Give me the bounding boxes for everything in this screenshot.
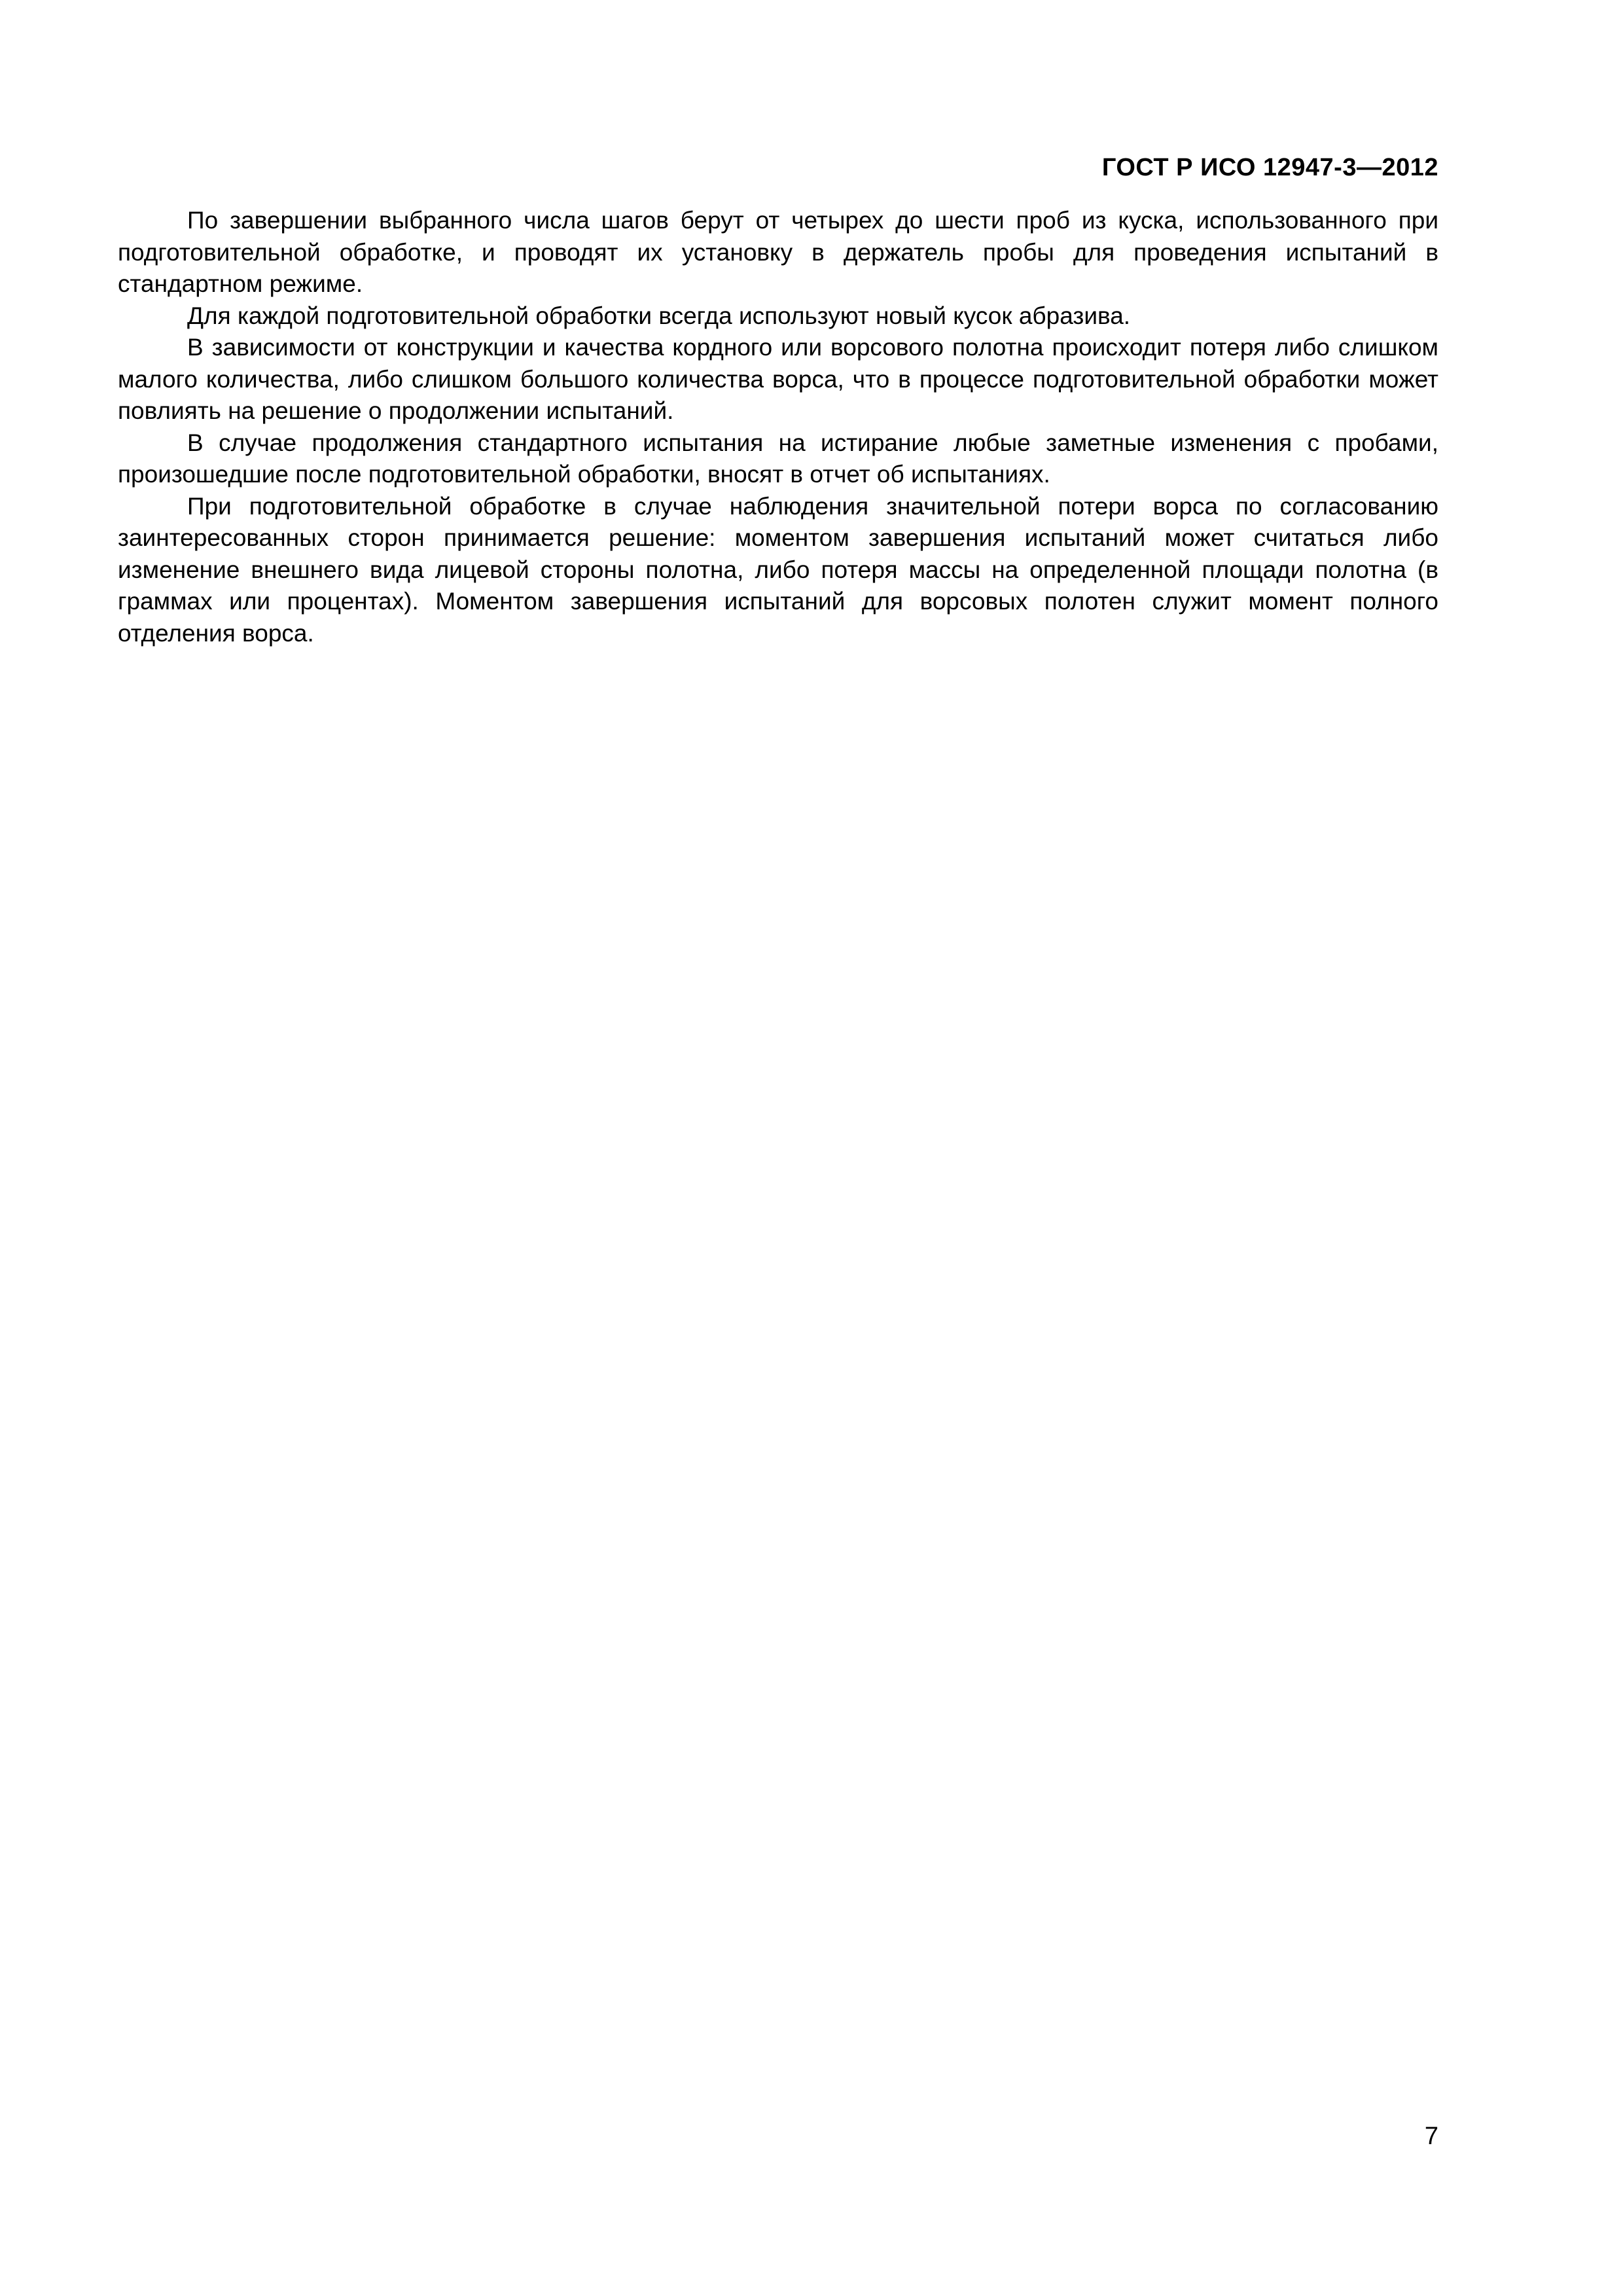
paragraph-pile-loss: В зависимости от конструкции и качества кордного или ворсового полотна происходит потеря либо слишком малого количества, либо слишком большого количества ворса, что в процессе подготовительной обработки может повлиять на решение о продолжении испытаний. [118, 334, 1438, 424]
paragraph-new-abrasive: Для каждой подготовительной обработки всегда используют новый кусок абразива. [187, 302, 1131, 329]
document-body [118, 205, 1438, 649]
page-number: 7 [1424, 2123, 1438, 2150]
paragraph-test-report-changes: В случае продолжения стандартного испытания на истирание любые заметные изменения с пробами, произошедшие после подготовительной обработки, вносят в отчет об испытаниях. [118, 429, 1438, 488]
paragraph-sample-selection: По завершении выбранного числа шагов берут от четырех до шести проб из куска, использованного при подготовительной обработке, и проводят их установку в держатель пробы для проведения испытаний в стандартном режиме. [118, 207, 1438, 297]
paragraph-end-point-decision: При подготовительной обработке в случае наблюдения значительной потери ворса по согласованию заинтересованных сторон принимается решение: моментом завершения испытаний может считаться либо изменение внешнего вида лицевой стороны полотна, либо потеря массы на определенной площади полотна (в граммах или процентах). Моментом завершения испытаний для ворсовых полотен служит момент полного отделения ворса. [118, 492, 1438, 647]
standard-code-header: ГОСТ Р ИСО 12947-3—2012 [1101, 154, 1438, 181]
